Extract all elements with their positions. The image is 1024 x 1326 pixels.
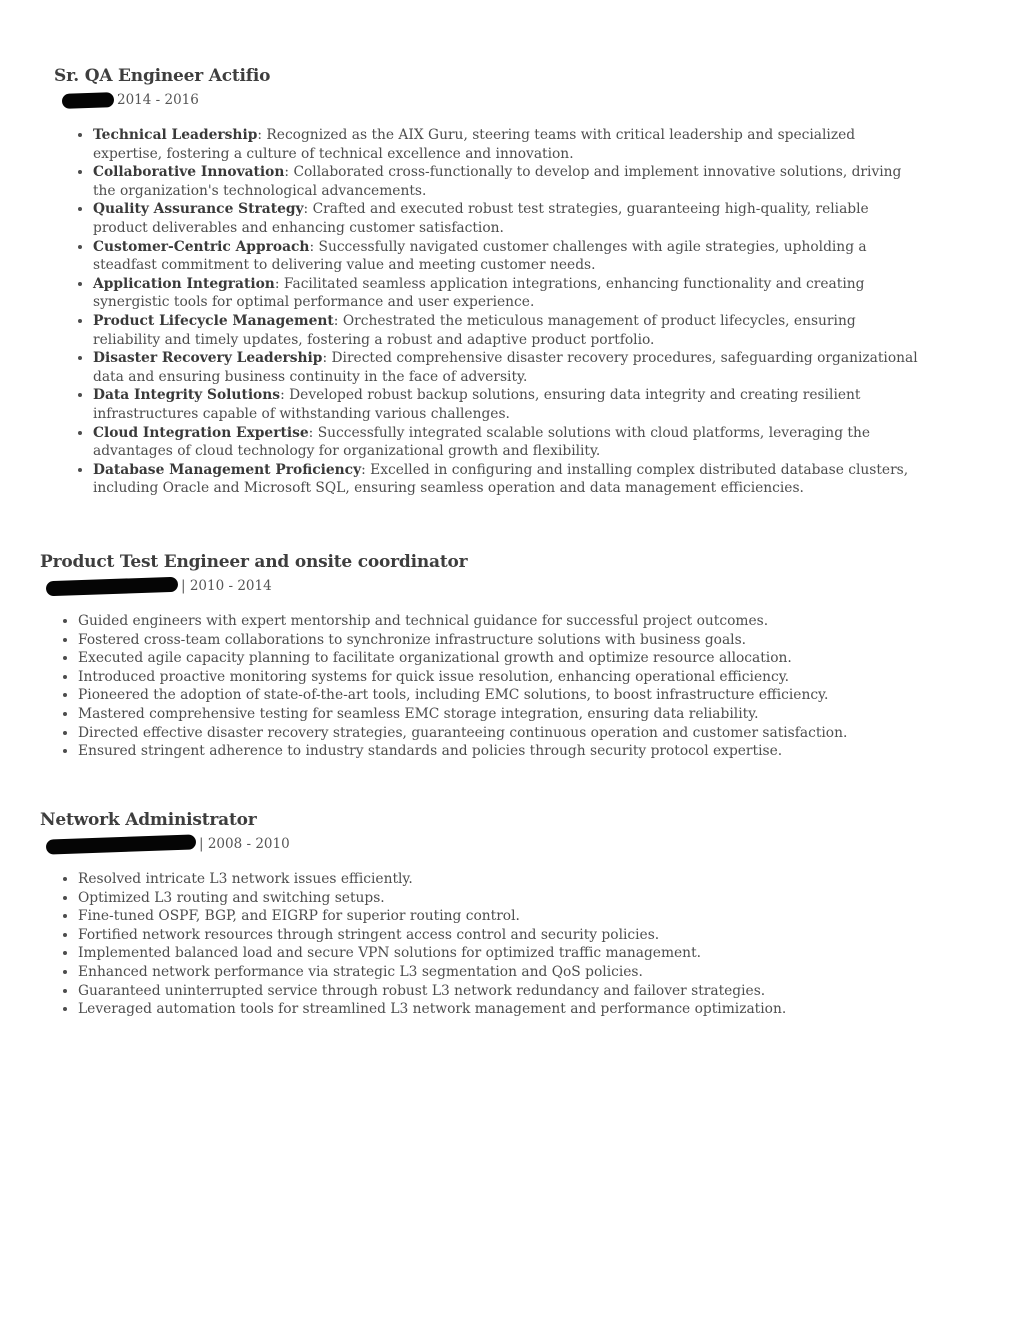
list-item (93, 126, 923, 163)
job-dates: | 2010 - 2014 (181, 578, 272, 594)
highlight-heading: Product Lifecycle Management (93, 312, 334, 329)
highlight-heading: Disaster Recovery Leadership (93, 350, 323, 367)
highlight-heading: Customer-Centric Approach (93, 238, 310, 255)
list-item: • Fine-tuned OSPF, BGP, and EIGRP for superior routing control. (78, 907, 940, 926)
highlight-heading: Technical Leadership (93, 127, 258, 143)
list-item: • Introduced proactive monitoring systems for quick issue resolution, enhancing operational efficiency. (78, 668, 940, 687)
highlight-text: : Directed comprehensive disaster recovery procedures, safeguarding organizational data and ensuring business continuity in the face of adversity. (93, 350, 918, 385)
list-item: • Optimized L3 routing and switching setups. (78, 889, 940, 908)
job-bullets-list (40, 870, 940, 1019)
job-entry-product-test-engineer (40, 550, 940, 761)
list-item: • Guaranteed uninterrupted service through robust L3 network redundancy and failover strategies. (78, 982, 940, 1001)
highlight-text: : Developed robust backup solutions, ensuring data integrity and creating resilient infrastructures capable of withstanding various challenges. (93, 387, 861, 422)
highlight-text: : Excelled in configuring and installing complex distributed database clusters, including Oracle and Microsoft SQL, ensuring seamless operation and data management efficiencies. (93, 461, 909, 497)
job-meta (40, 576, 940, 598)
highlight-heading: Collaborative Innovation (93, 164, 285, 181)
list-item (93, 200, 923, 237)
highlight-text: : Recognized as the AIX Guru, steering teams with critical leadership and specialized expertise, fostering a culture of technical excellence and innovation. (93, 127, 856, 162)
redaction-mark (62, 92, 114, 109)
list-item: • Implemented balanced load and secure VPN solutions for optimized traffic management. (78, 944, 940, 963)
list-item (93, 461, 923, 498)
list-item: • Enhanced network performance via strategic L3 segmentation and QoS policies. (78, 963, 940, 982)
list-item (93, 238, 923, 275)
list-item: • Resolved intricate L3 network issues efficiently. (78, 870, 940, 889)
list-item: • Leveraged automation tools for streamlined L3 network management and performance optimization. (78, 1000, 940, 1019)
list-item: • Ensured stringent adherence to industry standards and policies through security protocol expertise. (78, 742, 940, 761)
job-meta (40, 834, 940, 856)
job-title: Sr. QA Engineer Actifio (54, 66, 271, 86)
list-item: • Fostered cross-team collaborations to synchronize infrastructure solutions with business goals. (78, 631, 940, 650)
list-item (93, 386, 923, 423)
job-title: Network Administrator (40, 810, 257, 830)
list-item (93, 163, 923, 200)
list-item: • Executed agile capacity planning to facilitate organizational growth and optimize resource allocation. (78, 649, 940, 668)
list-item: • Pioneered the adoption of state-of-the-art tools, including EMC solutions, to boost infrastructure efficiency. (78, 686, 940, 705)
highlight-text: : Successfully navigated customer challenges with agile strategies, upholding a steadfast commitment to delivering value and meeting customer needs. (93, 238, 867, 274)
list-item (93, 312, 923, 349)
list-item: • Mastered comprehensive testing for seamless EMC storage integration, ensuring data reliability. (78, 705, 940, 724)
list-item (93, 275, 923, 312)
highlight-heading: Database Management Proficiency (93, 461, 362, 478)
list-item: • Directed effective disaster recovery strategies, guaranteeing continuous operation and customer satisfaction. (78, 724, 940, 743)
job-entry-network-administrator (40, 808, 940, 1019)
highlight-heading: Application Integration (93, 275, 275, 292)
list-item: • Guided engineers with expert mentorship and technical guidance for successful project outcomes. (78, 612, 940, 631)
job-dates: | 2008 - 2010 (199, 836, 290, 852)
highlight-text: : Orchestrated the meticulous management of product lifecycles, ensuring reliability and timely updates, fostering a robust and adaptive product portfolio. (93, 312, 856, 348)
redaction-mark (46, 834, 196, 854)
list-item (93, 349, 923, 386)
list-item (93, 424, 923, 461)
highlight-heading: Cloud Integration Expertise (93, 424, 309, 441)
highlight-text: : Facilitated seamless application integrations, enhancing functionality and creating synergistic tools for optimal performance and user experience. (93, 275, 865, 311)
redaction-mark (46, 577, 178, 597)
highlight-heading: Data Integrity Solutions (93, 387, 281, 404)
highlight-text: : Collaborated cross-functionally to develop and implement innovative solutions, driving the organization's technological advancements. (93, 164, 902, 199)
job-title: Product Test Engineer and onsite coordinator (40, 552, 468, 572)
list-item: • Fortified network resources through stringent access control and security policies. (78, 926, 940, 945)
highlight-heading: Quality Assurance Strategy (93, 201, 304, 218)
job-meta (54, 90, 954, 112)
highlight-text: : Successfully integrated scalable solutions with cloud platforms, leveraging the advantages of cloud technology for organizational growth and flexibility. (93, 424, 871, 460)
job-dates: 2014 - 2016 (117, 92, 199, 108)
job-bullets-list (40, 612, 940, 761)
highlight-text: : Crafted and executed robust test strategies, guaranteeing high-quality, reliable product deliverables and enhancing customer satisfaction. (93, 201, 869, 236)
job-highlights-list (54, 126, 923, 498)
job-entry-sr-qa-engineer (54, 64, 954, 498)
